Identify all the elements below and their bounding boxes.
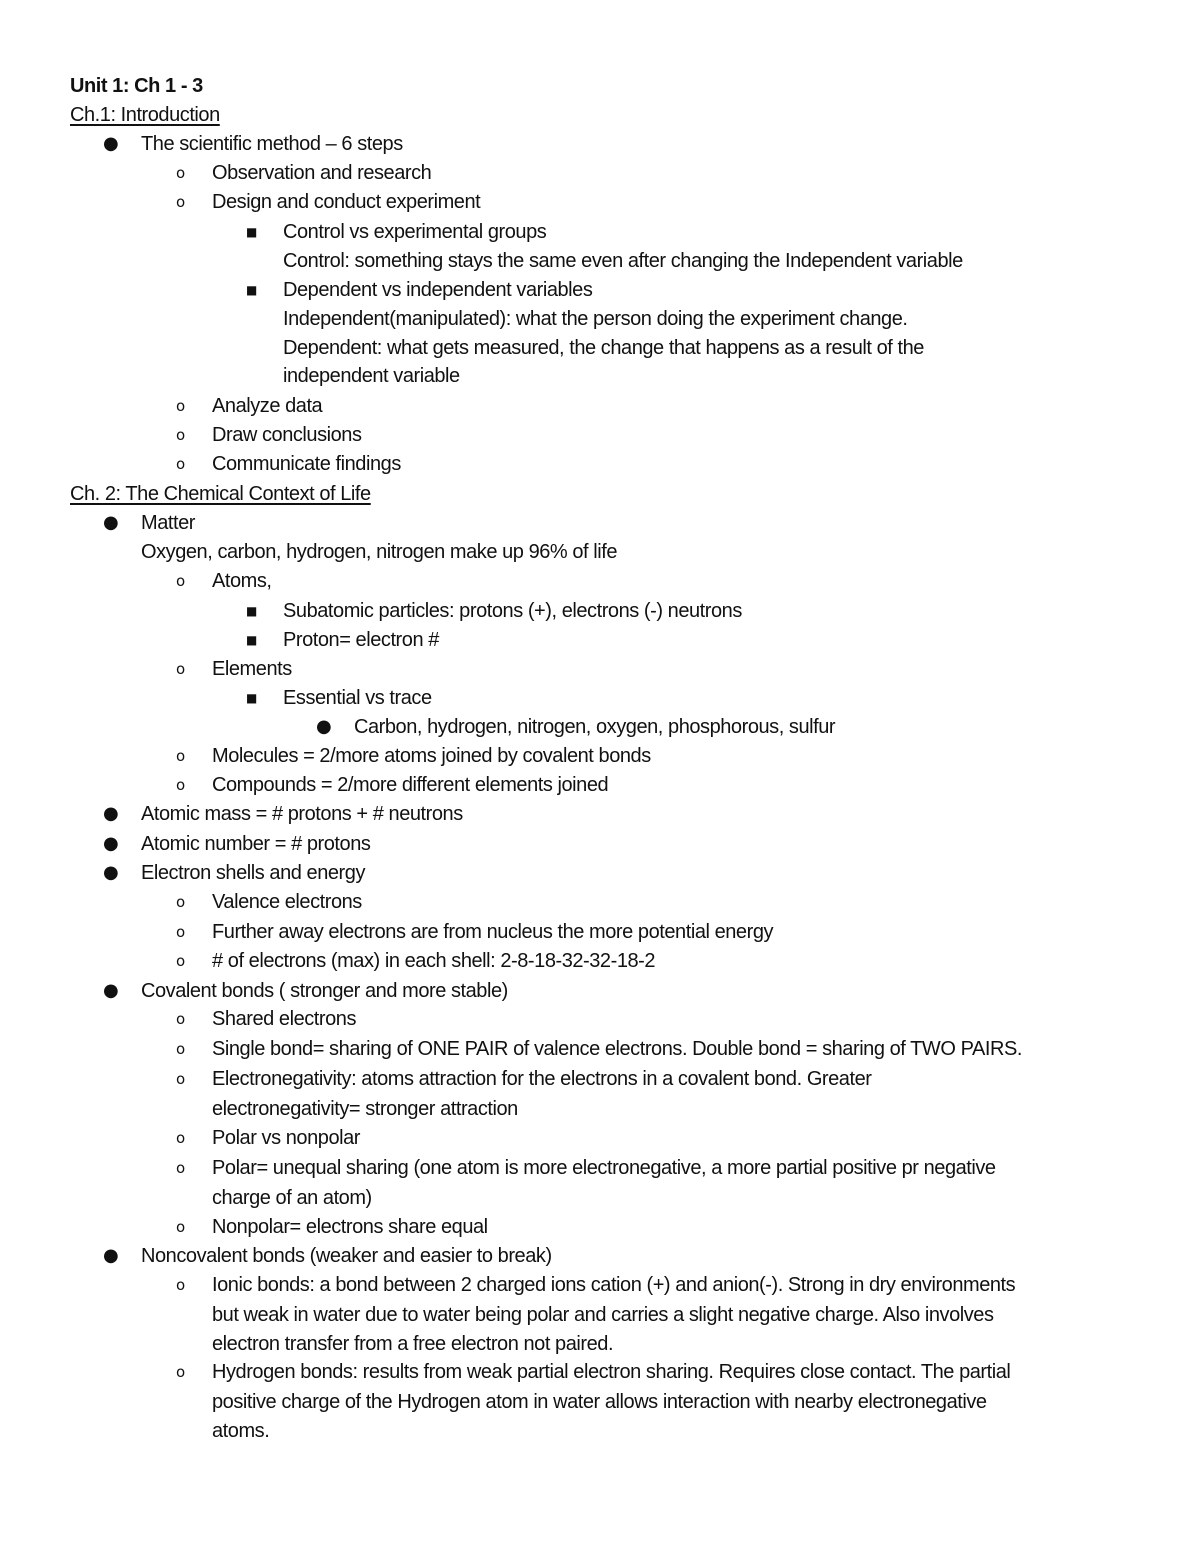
list-item-note: Dependent: what gets measured, the change that happens as a result of the [283,337,924,359]
bullet-circle-icon: o [176,455,186,473]
bullet-circle-icon: o [176,572,186,590]
bullet-square-icon: ■ [246,633,258,647]
bullet-circle-icon: o [176,747,186,765]
list-item-continued: atoms. [212,1420,270,1442]
list-item-continued: electron transfer from a free electron not paired. [212,1333,614,1355]
list-item: Subatomic particles: protons (+), electrons (-) neutrons [283,600,742,622]
document-title: Unit 1: Ch 1 - 3 [70,75,203,97]
list-item: Atomic mass = # protons + # neutrons [141,803,463,825]
list-item: Electron shells and energy [141,862,365,884]
list-item-note: independent variable [283,365,460,387]
bullet-disc-icon: ● [103,1245,119,1266]
bullet-circle-icon: o [176,893,186,911]
list-item: Draw conclusions [212,424,362,446]
list-item: Compounds = 2/more different elements joined [212,774,609,796]
bullet-disc-icon: ● [103,133,119,154]
list-item: Ionic bonds: a bond between 2 charged ions cation (+) and anion(-). Strong in dry environments [212,1274,1016,1296]
bullet-square-icon: ■ [246,225,258,239]
bullet-circle-icon: o [176,1010,186,1028]
list-item-note: Independent(manipulated): what the person doing the experiment change. [283,308,908,330]
list-item: Hydrogen bonds: results from weak partial electron sharing. Requires close contact. The partial [212,1361,1011,1383]
list-item: Covalent bonds ( stronger and more stable) [141,980,508,1002]
bullet-circle-icon: o [176,1040,186,1058]
list-item: Matter [141,512,195,534]
list-item: Shared electrons [212,1008,357,1030]
bullet-circle-icon: o [176,193,186,211]
list-item-continued: but weak in water due to water being polar and carries a slight negative charge. Also involves [212,1304,994,1326]
list-item-continued: electronegativity= stronger attraction [212,1098,518,1120]
bullet-disc-icon: ● [103,980,119,1001]
list-item: Observation and research [212,162,432,184]
list-item: Valence electrons [212,891,362,913]
bullet-circle-icon: o [176,1070,186,1088]
list-item: Molecules = 2/more atoms joined by covalent bonds [212,745,651,767]
chapter-1-heading: Ch.1: Introduction [70,104,220,126]
list-item: Electronegativity: atoms attraction for the electrons in a covalent bond. Greater [212,1068,872,1090]
list-item: Dependent vs independent variables [283,279,593,301]
bullet-disc-icon: ● [316,716,332,737]
list-item: Proton= electron # [283,629,439,651]
bullet-circle-icon: o [176,1276,186,1294]
chapter-2-heading: Ch. 2: The Chemical Context of Life [70,483,371,505]
bullet-square-icon: ■ [246,283,258,297]
list-item: # of electrons (max) in each shell: 2-8-18-32-32-18-2 [212,950,656,972]
list-item: Communicate findings [212,453,401,475]
bullet-circle-icon: o [176,1363,186,1381]
bullet-circle-icon: o [176,776,186,794]
bullet-circle-icon: o [176,952,186,970]
list-item: Control vs experimental groups [283,221,547,243]
list-item: Further away electrons are from nucleus the more potential energy [212,921,774,943]
list-item-note: Oxygen, carbon, hydrogen, nitrogen make up 96% of life [141,541,618,563]
bullet-circle-icon: o [176,1159,186,1177]
bullet-disc-icon: ● [103,862,119,883]
list-item-continued: positive charge of the Hydrogen atom in water allows interaction with nearby electronegative [212,1391,987,1413]
list-item: Nonpolar= electrons share equal [212,1216,488,1238]
list-item: Atoms, [212,570,272,592]
list-item: Single bond= sharing of ONE PAIR of valence electrons. Double bond = sharing of TWO PAIRS. [212,1038,1022,1060]
bullet-circle-icon: o [176,164,186,182]
bullet-circle-icon: o [176,923,186,941]
list-item: Carbon, hydrogen, nitrogen, oxygen, phosphorous, sulfur [354,716,836,738]
bullet-circle-icon: o [176,1218,186,1236]
list-item: The scientific method – 6 steps [141,133,403,155]
bullet-square-icon: ■ [246,691,258,705]
list-item: Elements [212,658,292,680]
list-item-continued: charge of an atom) [212,1187,372,1209]
list-item-note: Control: something stays the same even after changing the Independent variable [283,250,963,272]
list-item: Essential vs trace [283,687,432,709]
bullet-circle-icon: o [176,397,186,415]
bullet-disc-icon: ● [103,803,119,824]
list-item: Polar= unequal sharing (one atom is more electronegative, a more partial positive pr negative [212,1157,996,1179]
list-item: Design and conduct experiment [212,191,481,213]
list-item: Atomic number = # protons [141,833,371,855]
bullet-square-icon: ■ [246,604,258,618]
bullet-circle-icon: o [176,1129,186,1147]
list-item: Polar vs nonpolar [212,1127,360,1149]
bullet-circle-icon: o [176,660,186,678]
bullet-disc-icon: ● [103,512,119,533]
list-item: Analyze data [212,395,323,417]
bullet-circle-icon: o [176,426,186,444]
list-item: Noncovalent bonds (weaker and easier to break) [141,1245,552,1267]
bullet-disc-icon: ● [103,833,119,854]
